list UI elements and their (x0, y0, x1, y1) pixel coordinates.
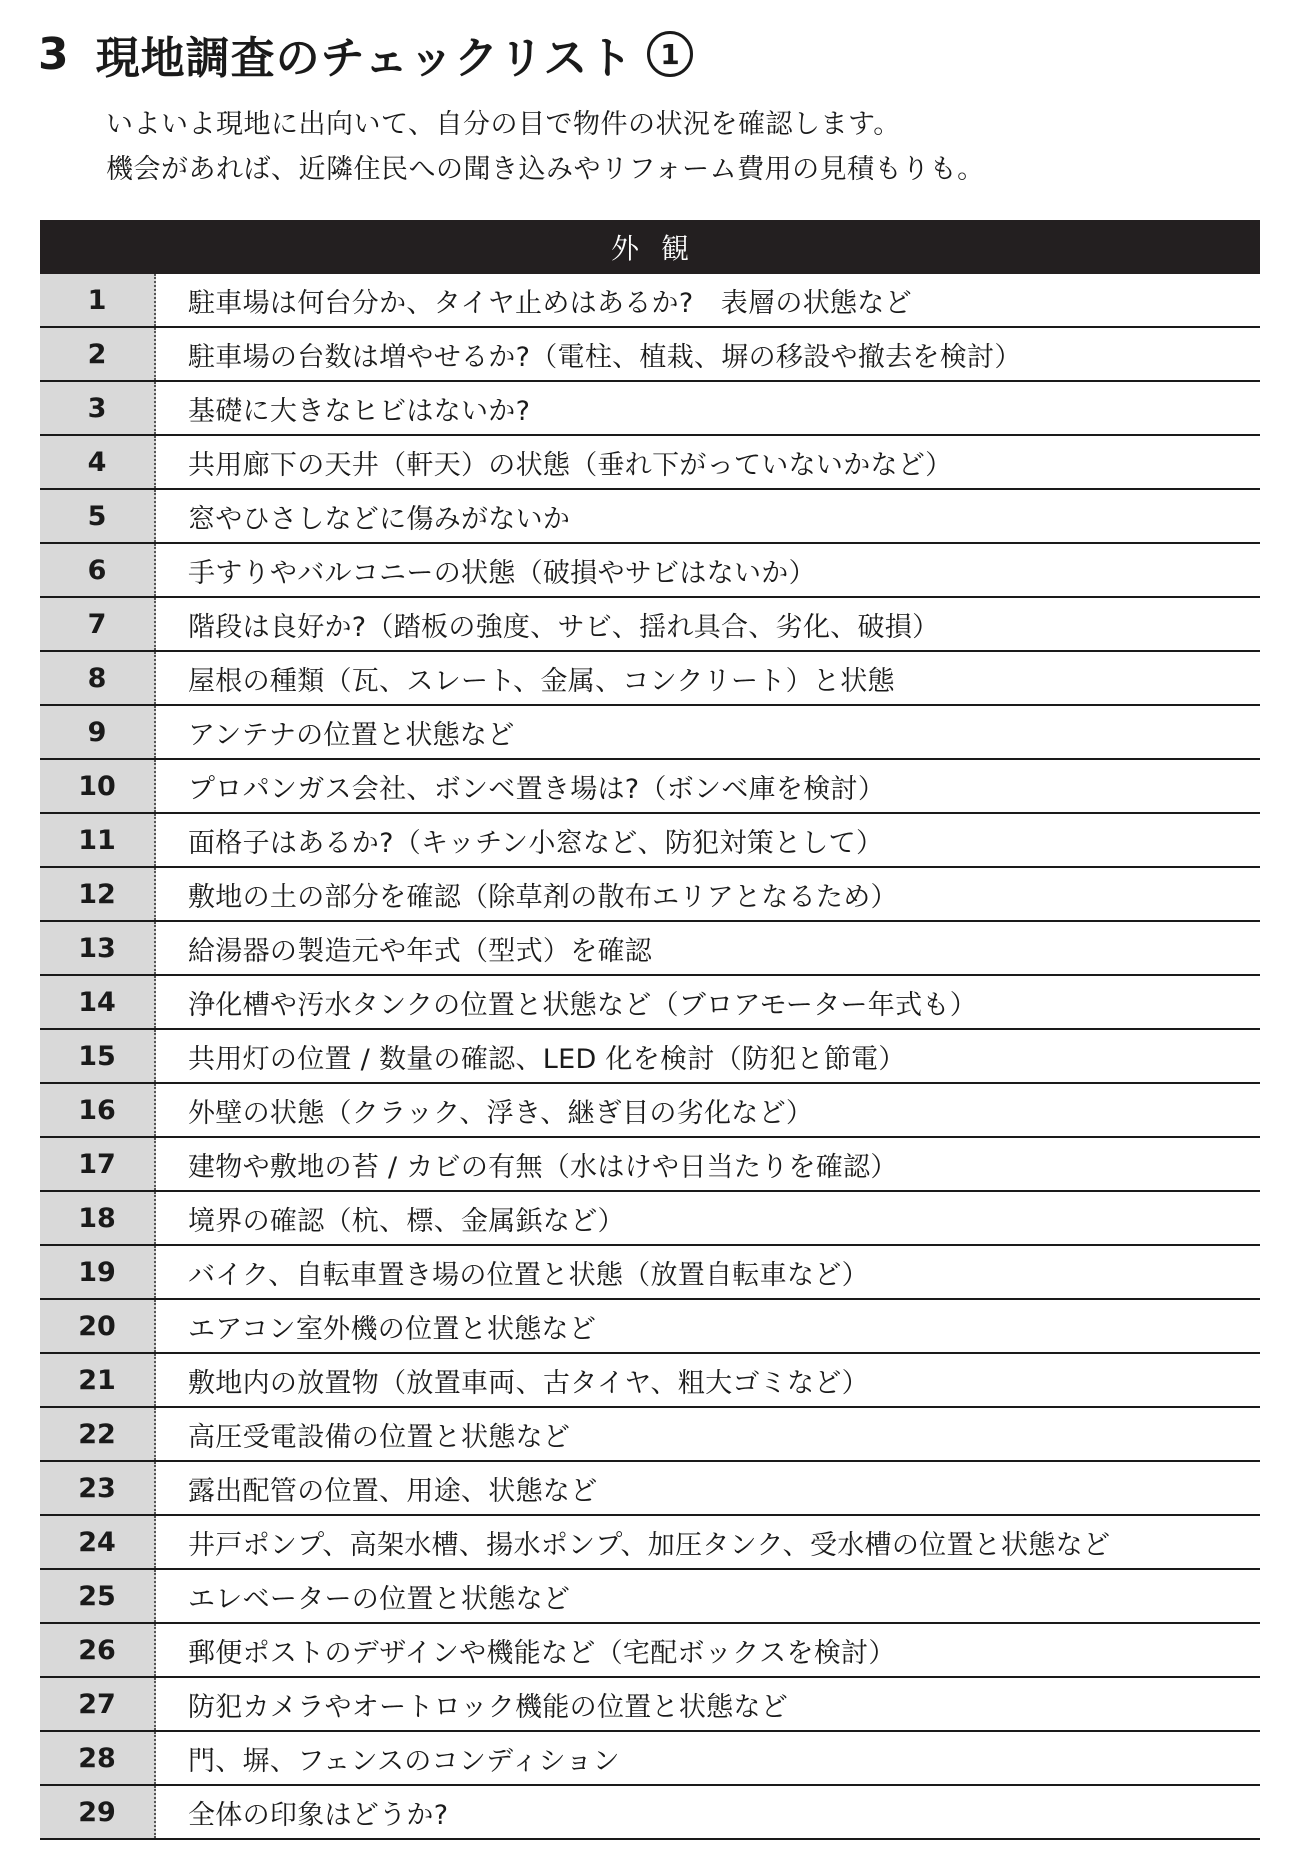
table-row (40, 382, 1260, 436)
table-row (40, 1786, 1260, 1840)
table-row (40, 1084, 1260, 1138)
row-number: 5 (40, 490, 156, 542)
row-text: 階段は良好か?（踏板の強度、サビ、揺れ具合、劣化、破損） (188, 611, 940, 643)
row-number: 6 (40, 544, 156, 596)
table-heading: 外観 (40, 220, 1260, 274)
intro-line-2: 機会があれば、近隣住民への聞き込みやリフォーム費用の見積もりも。 (106, 154, 985, 185)
row-text: 郵便ポストのデザインや機能など（宅配ボックスを検討） (188, 1637, 896, 1669)
table-row (40, 1192, 1260, 1246)
row-text: 基礎に大きなヒビはないか? (188, 395, 531, 427)
table-row (40, 274, 1260, 328)
row-text: 共用灯の位置 / 数量の確認、LED 化を検討（防犯と節電） (188, 1043, 906, 1075)
row-text: エアコン室外機の位置と状態など (188, 1313, 597, 1345)
part-marker: 1 (647, 31, 693, 77)
row-number: 21 (40, 1354, 156, 1406)
row-number: 22 (40, 1408, 156, 1460)
row-number: 23 (40, 1462, 156, 1514)
row-number: 1 (40, 274, 156, 326)
table-row (40, 1354, 1260, 1408)
checklist-table (40, 220, 1260, 1840)
table-row (40, 1570, 1260, 1624)
table-row (40, 976, 1260, 1030)
row-text: 浄化槽や汚水タンクの位置と状態など（ブロアモーター年式も） (188, 989, 977, 1021)
row-number: 27 (40, 1678, 156, 1730)
table-row (40, 490, 1260, 544)
row-text: 建物や敷地の苔 / カビの有無（水はけや日当たりを確認） (188, 1151, 898, 1183)
row-text: 給湯器の製造元や年式（型式）を確認 (188, 935, 653, 967)
row-text: 屋根の種類（瓦、スレート、金属、コンクリート）と状態 (188, 665, 895, 697)
table-row (40, 328, 1260, 382)
page-title (38, 22, 693, 86)
intro-line-1: いよいよ現地に出向いて、自分の目で物件の状況を確認します。 (106, 109, 901, 140)
table-row (40, 1462, 1260, 1516)
row-text: 敷地の土の部分を確認（除草剤の散布エリアとなるため） (188, 881, 898, 913)
row-text: バイク、自転車置き場の位置と状態（放置自転車など） (188, 1259, 869, 1291)
row-number: 9 (40, 706, 156, 758)
table-row (40, 652, 1260, 706)
row-text: 境界の確認（杭、標、金属鋲など） (188, 1205, 625, 1237)
row-number: 4 (40, 436, 156, 488)
table-row (40, 706, 1260, 760)
table-row (40, 1246, 1260, 1300)
row-number: 10 (40, 760, 156, 812)
row-number: 29 (40, 1786, 156, 1838)
table-row (40, 544, 1260, 598)
row-text: アンテナの位置と状態など (188, 719, 515, 751)
table-row (40, 760, 1260, 814)
row-text: 門、塀、フェンスのコンディション (188, 1745, 620, 1777)
row-number: 14 (40, 976, 156, 1028)
row-number: 17 (40, 1138, 156, 1190)
table-body (40, 274, 1260, 1840)
row-text: 全体の印象はどうか? (188, 1799, 449, 1831)
row-text: 井戸ポンプ、高架水槽、揚水ポンプ、加圧タンク、受水槽の位置と状態など (188, 1529, 1111, 1561)
table-row (40, 868, 1260, 922)
row-text: 駐車場の台数は増やせるか?（電柱、植栽、塀の移設や撤去を検討） (188, 341, 1022, 373)
table-row (40, 1624, 1260, 1678)
row-number: 7 (40, 598, 156, 650)
row-text: 防犯カメラやオートロック機能の位置と状態など (188, 1691, 789, 1723)
row-text: 高圧受電設備の位置と状態など (188, 1421, 571, 1453)
intro-text (106, 102, 985, 192)
row-number: 19 (40, 1246, 156, 1298)
table-row (40, 814, 1260, 868)
row-text: 敷地内の放置物（放置車両、古タイヤ、粗大ゴミなど） (188, 1367, 869, 1399)
row-number: 11 (40, 814, 156, 866)
table-row (40, 1300, 1260, 1354)
table-row (40, 1732, 1260, 1786)
row-text: 外壁の状態（クラック、浮き、継ぎ目の劣化など） (188, 1097, 814, 1129)
table-row (40, 1516, 1260, 1570)
table-row (40, 436, 1260, 490)
row-text: 共用廊下の天井（軒天）の状態（垂れ下がっていないかなど） (188, 449, 953, 481)
row-number: 8 (40, 652, 156, 704)
table-row (40, 1408, 1260, 1462)
table-row (40, 922, 1260, 976)
table-row (40, 1138, 1260, 1192)
table-row (40, 1030, 1260, 1084)
row-text: 窓やひさしなどに傷みがないか (188, 503, 571, 535)
row-number: 13 (40, 922, 156, 974)
row-number: 26 (40, 1624, 156, 1676)
row-text: 手すりやバルコニーの状態（破損やサビはないか） (188, 557, 816, 589)
title-text: 現地調査のチェックリスト (95, 33, 634, 84)
row-text: 駐車場は何台分か、タイヤ止めはあるか? 表層の状態など (188, 287, 912, 319)
row-text: プロパンガス会社、ボンベ置き場は?（ボンベ庫を検討） (188, 773, 886, 805)
row-text: 面格子はあるか?（キッチン小窓など、防犯対策として） (188, 827, 884, 859)
row-number: 12 (40, 868, 156, 920)
row-number: 24 (40, 1516, 156, 1568)
row-number: 25 (40, 1570, 156, 1622)
row-number: 28 (40, 1732, 156, 1784)
row-number: 16 (40, 1084, 156, 1136)
row-text: 露出配管の位置、用途、状態など (188, 1475, 598, 1507)
row-number: 3 (40, 382, 156, 434)
row-number: 15 (40, 1030, 156, 1082)
section-number: 3 (38, 28, 70, 80)
row-number: 2 (40, 328, 156, 380)
table-row (40, 1678, 1260, 1732)
row-text: エレベーターの位置と状態など (188, 1583, 571, 1615)
row-number: 20 (40, 1300, 156, 1352)
table-row (40, 598, 1260, 652)
row-number: 18 (40, 1192, 156, 1244)
